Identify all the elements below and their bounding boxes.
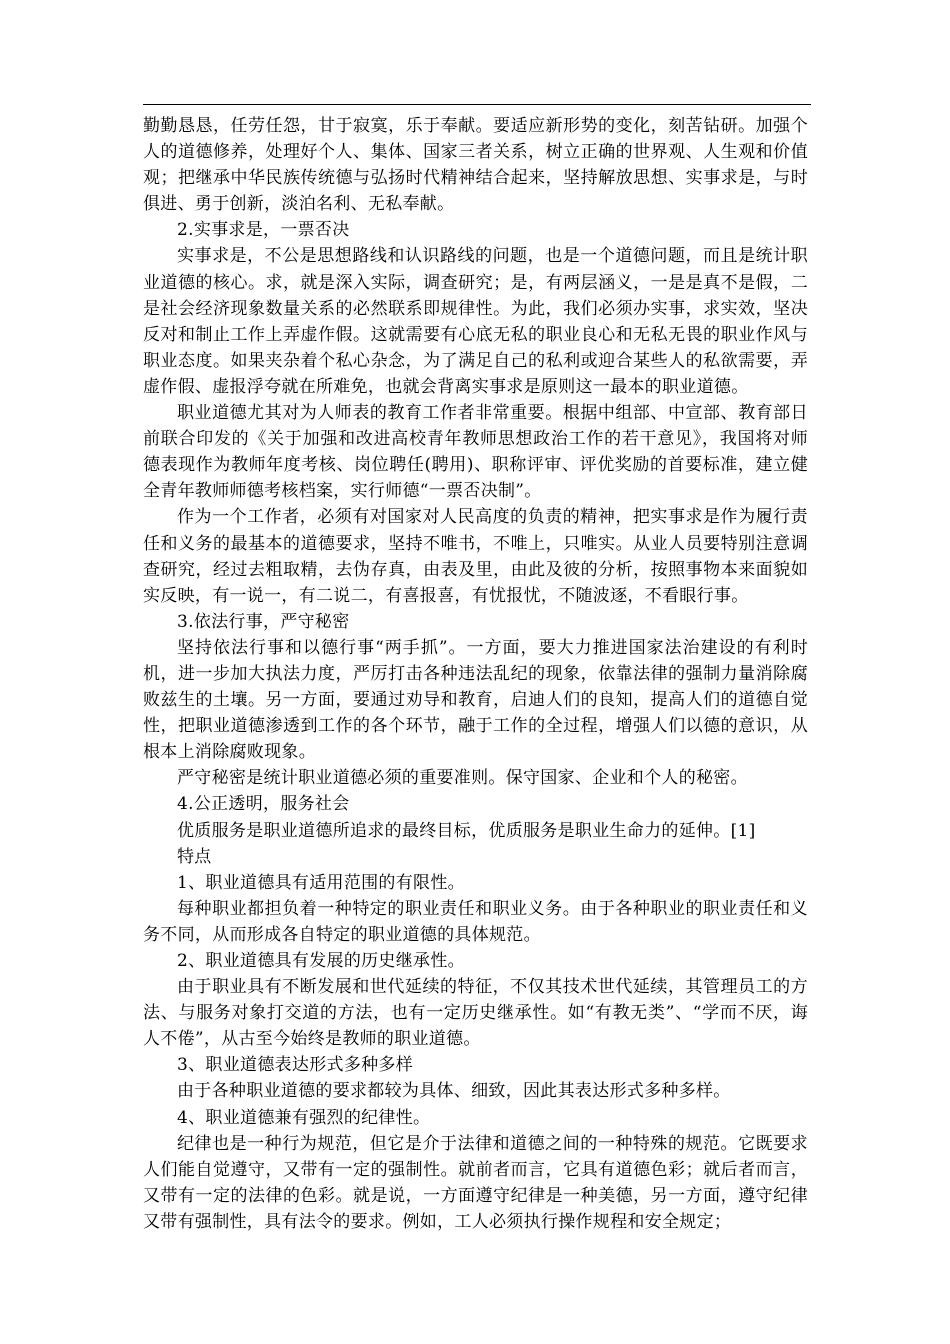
- list-heading: 1、职业道德具有适用范围的有限性。: [177, 872, 465, 893]
- section-heading: 4.公正透明，服务社会: [177, 794, 350, 815]
- section-heading: 3.依法行事，严守秘密: [177, 611, 350, 632]
- paragraph: 作为一个工作者，必须有对国家对人民高度的负责的精神，把实事求是作为履行责任和义务的最基本的道德要求，坚持不唯书，不唯上，只唯实。从业人员要特别注意调查研究，经过去粗取精，去伪存真，由表及里，由此及彼的分析，按照事物本来面貌如实反映，有一说一，有二说二，有喜报喜，有忧报忧，不随波逐，不看眼行事。: [143, 507, 808, 606]
- list-heading: 4、职业道德兼有强烈的纪律性。: [177, 1107, 431, 1128]
- paragraph: 每种职业都担负着一种特定的职业责任和职业义务。由于各种职业的职业责任和义务不同，从而形成各自特定的职业道德的具体规范。: [143, 898, 808, 945]
- paragraph: 实事求是，不公是思想路线和认识路线的问题，也是一个道德问题，而且是统计职业道德的核心。求，就是深入实际，调查研究；是，有两层涵义，一是是真不是假，二是社会经济现象数量关系的必然联系即规律性。为此，我们必须办实事，求实效，坚决反对和制止工作上弄虚作假。这就需要有心底无私的职业良心和无私无畏的职业作风与职业态度。如果夹杂着个私心杂念，为了满足自己的私利或迎合某些人的私欲需要，弄虚作假、虚报浮夸就在所难免，也就会背离实事求是原则这一最本的职业道德。: [143, 246, 808, 397]
- paragraph: 勤勤恳恳，任劳任怨，甘于寂寞，乐于奉献。要适应新形势的变化，刻苦钻研。加强个人的道德修养，处理好个人、集体、国家三者关系，树立正确的世界观、人生观和价值观；把继承中华民族传统德与弘扬时代精神结合起来，坚持解放思想、实事求是，与时俱进、勇于创新，淡泊名利、无私奉献。: [143, 116, 808, 215]
- paragraph: 由于职业具有不断发展和世代延续的特征，不仅其技术世代延续，其管理员工的方法、与服务对象打交道的方法，也有一定历史继承性。如“有教无类”、“学而不厌，诲人不倦”，从古至今始终是教师的职业道德。: [143, 977, 808, 1050]
- paragraph: 严守秘密是统计职业道德必须的重要准则。保守国家、企业和个人的秘密。: [177, 768, 748, 789]
- paragraph: 优质服务是职业道德所追求的最终目标，优质服务是职业生命力的延伸。[1]: [177, 820, 756, 841]
- list-heading: 2、职业道德具有发展的历史继承性。: [177, 951, 465, 971]
- section-heading: 2.实事求是，一票否决: [177, 220, 350, 241]
- paragraph: 由于各种职业道德的要求都较为具体、细致，因此其表达形式多种多样。: [177, 1081, 731, 1102]
- section-heading: 特点: [177, 846, 212, 867]
- document-body: [143, 113, 808, 1235]
- paragraph: 职业道德尤其对为人师表的教育工作者非常重要。根据中组部、中宣部、教育部日前联合印发的《关于加强和改进高校青年教师思想政治工作的若干意见》，我国将对师德表现作为教师年度考核、岗位聘任(聘用)、职称评审、评优奖励的首要标准，建立健全青年教师师德考核档案，实行师德“一票否决制”。: [143, 403, 808, 502]
- list-heading: 3、职业道德表达形式多种多样: [177, 1055, 414, 1076]
- paragraph: 纪律也是一种行为规范，但它是介于法律和道德之间的一种特殊的规范。它既要求人们能自觉遵守，又带有一定的强制性。就前者而言，它具有道德色彩；就后者而言，又带有一定的法律的色彩。就是说，一方面遵守纪律是一种美德，另一方面，遵守纪律又带有强制性，具有法令的要求。例如，工人必须执行操作规程和安全规定；: [143, 1133, 808, 1232]
- paragraph: 坚持依法行事和以德行事“两手抓”。一方面，要大力推进国家法治建设的有利时机，进一步加大执法力度，严厉打击各种违法乱纪的现象，依靠法律的强制力量消除腐败兹生的土壤。另一方面，要通过劝导和教育，启迪人们的良知，提高人们的道德自觉性，把职业道德渗透到工作的各个环节，融于工作的全过程，增强人们以德的意识，从根本上消除腐败现象。: [143, 637, 808, 763]
- header-rule: [143, 104, 811, 105]
